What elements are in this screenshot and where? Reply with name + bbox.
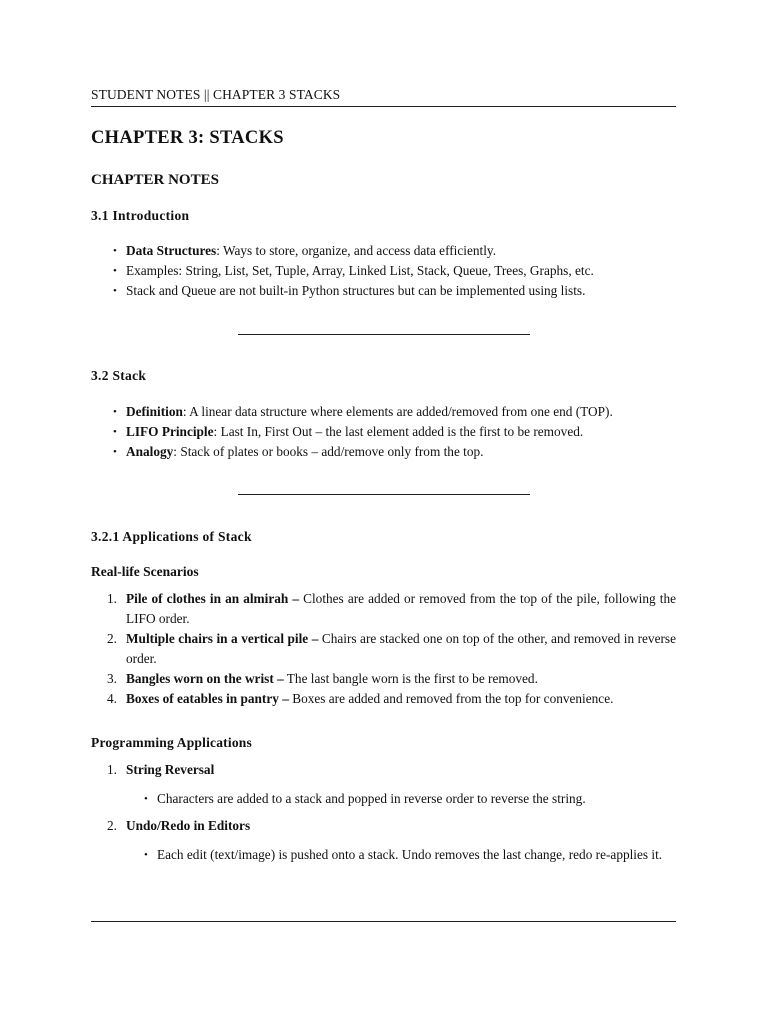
list-item: • Each edit (text/image) is pushed onto a stack. Undo removes the last change, redo re-applies it. [144,845,689,865]
section-divider [238,334,530,335]
real-life-list [91,589,676,709]
list-item: • Stack and Queue are not built-in Python structures but can be implemented using lists. [113,281,673,301]
list-item: • LIFO Principle: Last In, First Out – the last element added is the first to be removed. [113,422,673,442]
list-item: 4. Boxes of eatables in pantry – Boxes are added and removed from the top for convenience. [107,691,614,706]
chapter-notes-heading: CHAPTER NOTES [91,172,219,188]
chapter-title: CHAPTER 3: STACKS [91,128,284,148]
list-item: • Characters are added to a stack and popped in reverse order to reverse the string. [144,789,689,809]
list-item: • Definition: A linear data structure where elements are added/removed from one end (TOP). [113,402,673,422]
section-divider [238,494,530,495]
section-applications-heading: 3.2.1 Applications of Stack [91,529,252,544]
list-item: • Examples: String, List, Set, Tuple, Array, Linked List, Stack, Queue, Trees, Graphs, etc. [113,261,673,281]
programming-item-2: 2. Undo/Redo in Editors [107,818,251,833]
list-item: • Analogy: Stack of plates or books – add/remove only from the top. [113,442,673,462]
footer-rule [91,921,676,922]
list-item: 2. Multiple chairs in a vertical pile – Chairs are stacked one on top of the other, and removed in reverse order. [107,631,676,666]
section-stack-heading: 3.2 Stack [91,368,147,383]
stack-bullet-list [113,402,673,462]
real-life-heading: Real-life Scenarios [91,564,199,579]
list-item: 1. Pile of clothes in an almirah – Clothes are added or removed from the top of the pile, following the LIFO order. [107,591,676,626]
programming-item-1: 1. String Reversal [107,762,215,777]
running-header: STUDENT NOTES || CHAPTER 3 STACKS [91,87,341,102]
list-item: • Data Structures: Ways to store, organize, and access data efficiently. [113,241,673,261]
section-intro-heading: 3.1 Introduction [91,208,190,223]
intro-bullet-list [113,241,673,301]
header-rule [91,106,676,107]
list-item: 3. Bangles worn on the wrist – The last bangle worn is the first to be removed. [107,671,538,686]
programming-heading: Programming Applications [91,735,252,750]
